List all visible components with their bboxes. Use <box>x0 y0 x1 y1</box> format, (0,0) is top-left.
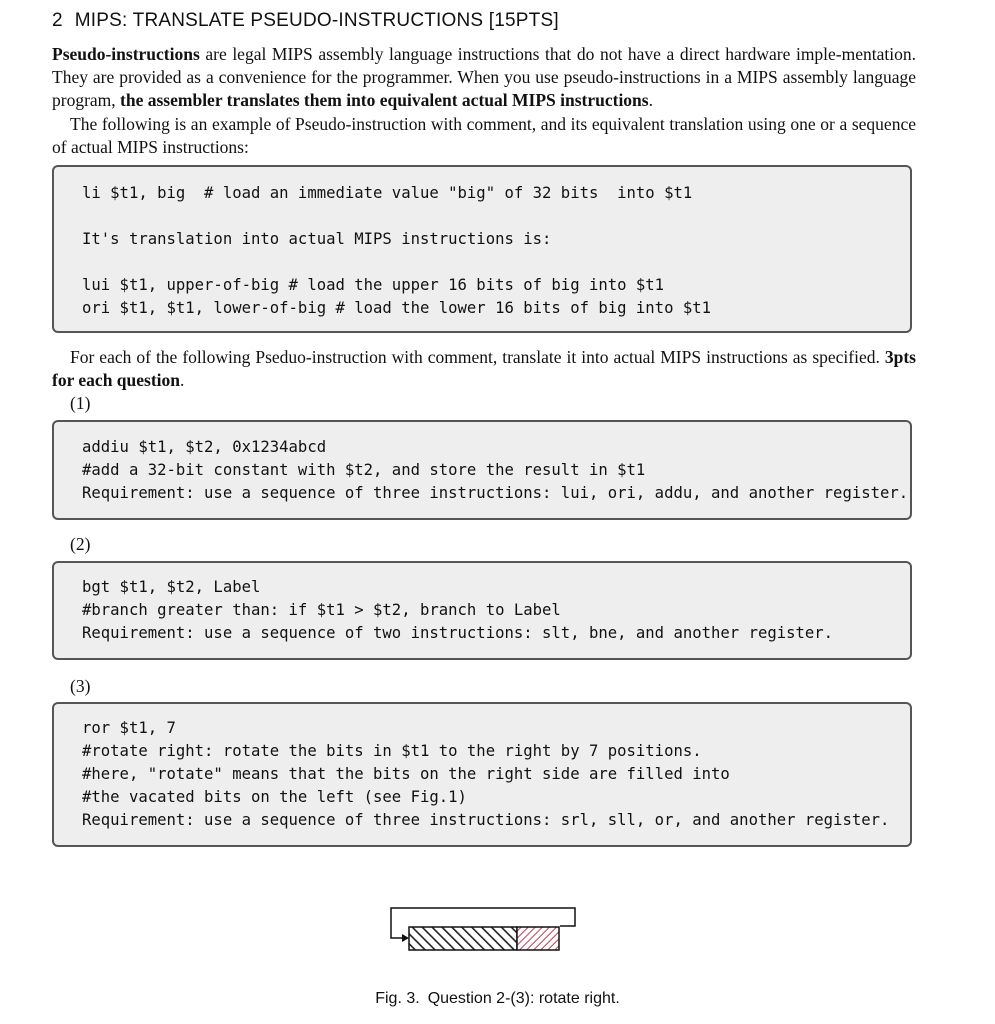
task-paragraph <box>52 346 916 392</box>
rotate-right-figure <box>388 904 580 959</box>
register-rotated-bits <box>517 927 559 950</box>
question-3-label: (3) <box>70 676 91 696</box>
question-3-code-box <box>52 702 912 847</box>
code-line: #the vacated bits on the left (see Fig.1) <box>82 788 467 806</box>
code-line: Requirement: use a sequence of two instructions: slt, bne, and another register. <box>82 624 834 642</box>
register-main-bits <box>409 927 517 950</box>
question-2-label: (2) <box>70 534 91 554</box>
code-line: ori $t1, $t1, lower-of-big # load the lower 16 bits of big into $t1 <box>82 299 712 317</box>
code-line: Requirement: use a sequence of three instructions: lui, ori, addu, and another register. <box>82 484 909 502</box>
code-line: lui $t1, upper-of-big # load the upper 16 bits of big into $t1 <box>82 276 665 294</box>
task-points: 3pts for each question <box>52 347 916 390</box>
code-line: bgt $t1, $t2, Label <box>82 578 261 596</box>
code-line: #add a 32-bit constant with $t2, and store the result in $t1 <box>82 461 646 479</box>
rotate-arrow-head <box>402 934 409 942</box>
figure-caption-text: Question 2-(3): rotate right. <box>427 990 620 1007</box>
code-line: #rotate right: rotate the bits in $t1 to the right by 7 positions. <box>82 742 702 760</box>
example-code-box <box>52 165 912 333</box>
code-line: #branch greater than: if $t1 > $t2, branch to Label <box>82 601 561 619</box>
example-intro <box>52 113 916 159</box>
intro-text: are legal MIPS assembly language instructions that do not have a direct hardware imple-mentation. They are provided as a convenience for the programmer. When you use pseudo-instructions in a MIPS assembly language program, <box>52 44 916 110</box>
intro-bold: the assembler translates them into equivalent actual MIPS instructions <box>120 90 649 110</box>
code-line: li $t1, big # load an immediate value "big" of 32 bits into $t1 <box>82 184 693 202</box>
question-1-code-box <box>52 420 912 520</box>
example-intro-text: The following is an example of Pseudo-instruction with comment, and its equivalent translation using one or a sequence of actual MIPS instructions: <box>52 114 916 157</box>
code-line: ror $t1, 7 <box>82 719 176 737</box>
figure-caption <box>0 990 995 1008</box>
intro-paragraph <box>52 43 916 112</box>
task-end: . <box>180 370 185 390</box>
code-line: #here, "rotate" means that the bits on the right side are filled into <box>82 765 730 783</box>
code-line: addiu $t1, $t2, 0x1234abcd <box>82 438 327 456</box>
intro-end: . <box>648 90 653 110</box>
task-text: For each of the following Pseduo-instruction with comment, translate it into actual MIPS instructions as specified. <box>70 347 885 367</box>
section-title: MIPS: TRANSLATE PSEUDO-INSTRUCTIONS [15PTS] <box>74 10 559 31</box>
question-2-code-box <box>52 561 912 660</box>
section-number: 2 <box>52 10 63 31</box>
code-line: Requirement: use a sequence of three instructions: srl, sll, or, and another register. <box>82 811 890 829</box>
code-line: It's translation into actual MIPS instructions is: <box>82 230 552 248</box>
section-heading <box>52 10 559 32</box>
rotate-right-diagram <box>388 904 580 954</box>
intro-term: Pseudo-instructions <box>52 44 200 64</box>
figure-caption-label: Fig. 3. <box>375 990 420 1007</box>
question-1-label: (1) <box>70 393 91 413</box>
